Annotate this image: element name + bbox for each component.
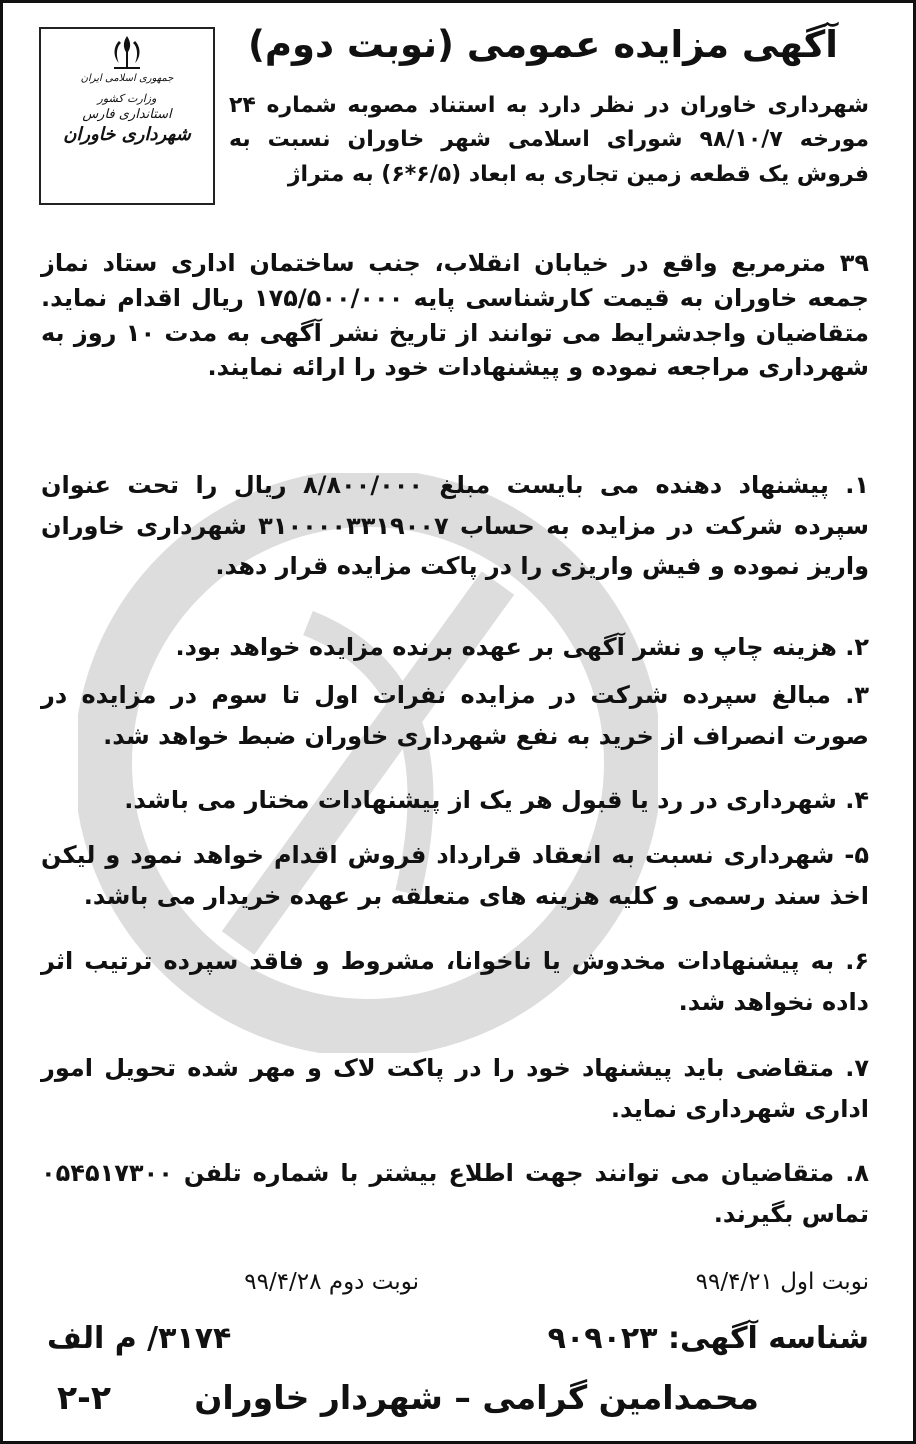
condition-item-2: ۲. هزینه چاپ و نشر آگهی بر عهده برنده مزایده خواهد بود. (175, 633, 869, 661)
signature-row (47, 1373, 869, 1423)
intro-paragraph: شهرداری خاوران در نظر دارد به استناد مصوبه شماره ۲۴ مورخه ۹۸/۱۰/۷ شورای اسلامی شهر خاوران نسبت به فروش یک قطعه زمین تجاری به ابعاد (۶/۵*۶) به متراژ (229, 93, 869, 187)
logo-municipality-text: شهرداری خاوران (63, 124, 191, 145)
mayor-signature: محمدامین گرامی – شهردار خاوران (194, 1378, 759, 1417)
condition-item-7: ۷. متقاضی باید پیشنهاد خود را در پاکت لاک و مهر شده تحویل امور اداری شهرداری نماید. (41, 1054, 869, 1123)
notice-title: آگهی مزایده عمومی (نوبت دوم) (248, 23, 838, 66)
municipality-logo (39, 27, 215, 205)
second-publication-date: نوبت دوم ۹۹/۴/۲۸ (244, 1269, 419, 1295)
condition-item-3: ۳. مبالغ سپرده شرکت در مزایده نفرات اول تا سوم در مزایده در صورت انصراف از خرید به نفع شهرداری خاوران ضبط خواهد شد. (41, 681, 869, 750)
logo-ministry-text: وزارت کشور (97, 92, 157, 105)
iran-emblem-icon (107, 33, 147, 73)
logo-country-text: جمهوری اسلامی ایران (80, 73, 174, 84)
condition-item-8: ۸. متقاضیان می توانند جهت اطلاع بیشتر با شماره تلفن ۰۵۴۵۱۷۳۰۰ تماس بگیرند. (41, 1159, 869, 1228)
ad-reference: ۳۱۷۴/ م الف (47, 1321, 232, 1356)
logo-province-text: استانداری فارس (82, 107, 172, 122)
publication-dates (47, 1265, 869, 1299)
condition-item-1: ۱. پیشنهاد دهنده می بایست مبلغ ۸/۸۰۰/۰۰۰ ریال را تحت عنوان سپرده شرکت در مزایده به حساب ۳۱۰۰۰۰۳۳۱۹۰۰۷ شهرداری خاوران واریز نموده و فیش واریزی را در پاکت مزایده قرار دهد. (41, 471, 869, 580)
ad-identifier-row (47, 1315, 869, 1363)
body-paragraph: ۳۹ مترمربع واقع در خیابان انقلاب، جنب ساختمان اداری ستاد نماز جمعه خاوران به قیمت کارشناسی پایه ۱۷۵/۵۰۰/۰۰۰ ریال اقدام نماید. متقاضیان واجدشرایط می توانند از تاریخ نشر آگهی به مدت ۱۰ روز به شهرداری مراجعه نموده و پیشنهادات خود را ارائه نمایند. (41, 249, 870, 382)
condition-item-6: ۶. به پیشنهادات مخدوش یا ناخوانا، مشروط و فاقد سپرده ترتیب اثر داده نخواهد شد. (41, 947, 869, 1016)
first-publication-date: نوبت اول ۹۹/۴/۲۱ (695, 1269, 869, 1295)
condition-item-5: ۵- شهرداری نسبت به انعقاد قرارداد فروش اقدام خواهد نمود و لیکن اخذ سند رسمی و کلیه هزینه های متعلقه بر عهده خریدار می باشد. (41, 841, 869, 910)
ad-id: شناسه آگهی: ۹۰۹۰۲۳ (547, 1321, 869, 1356)
condition-item-4: ۴. شهرداری در رد یا قبول هر یک از پیشنهادات مختار می باشد. (124, 786, 869, 814)
insertion-number: ۲-۲ (57, 1378, 111, 1417)
